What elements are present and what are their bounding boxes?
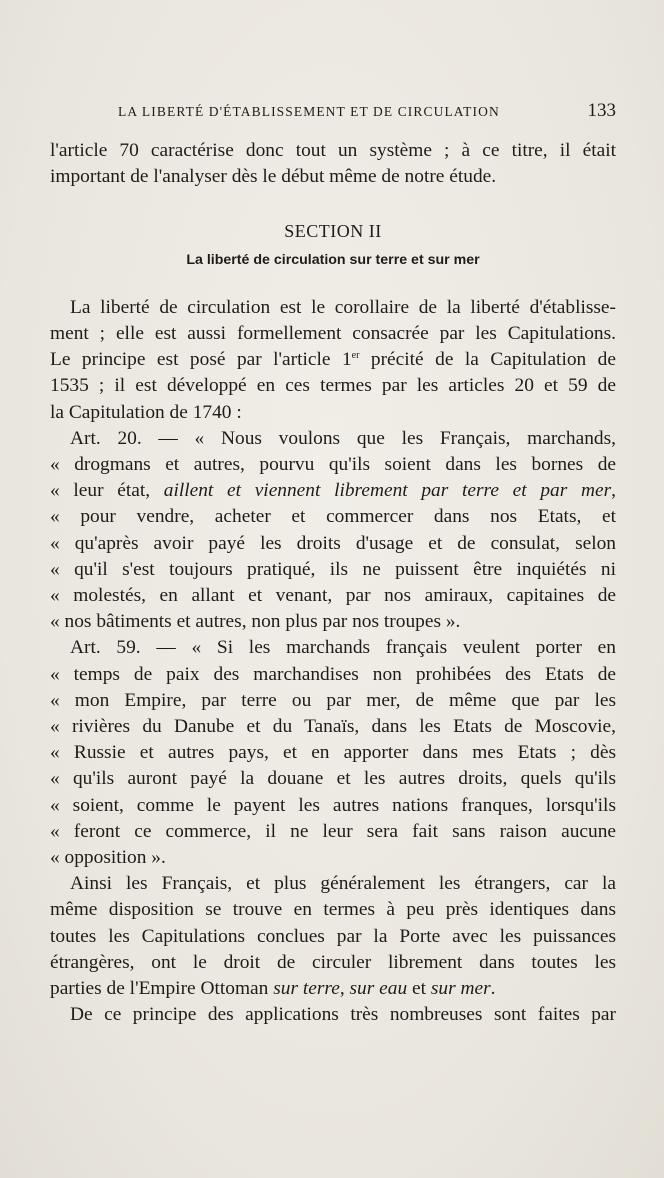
text-segment: .	[490, 978, 496, 1000]
text-line: « qu'après avoir payé les droits d'usage et de consulat, selon	[50, 532, 616, 554]
text-line: Ainsi les Français, et plus généralement les étrangers, car la	[70, 873, 616, 895]
quote-article-20	[50, 426, 616, 636]
text-line: « feront ce commerce, il ne leur sera fait sans raison aucune	[50, 820, 616, 842]
text-line: « mon Empire, par terre ou par mer, de même que par les	[50, 689, 616, 711]
italic-segment: aillent et viennent librement par terre et par mer	[163, 480, 612, 502]
text-line: « nos bâtiments et autres, non plus par nos troupes ».	[50, 611, 461, 633]
text-line: étrangères, ont le droit de circuler librement dans toutes les	[50, 951, 616, 973]
running-title: LA LIBERTÉ D'ÉTABLISSEMENT ET DE CIRCULATION	[118, 104, 500, 119]
text-line: 1535 ; il est développé en ces termes par les articles 20 et 59 de	[50, 375, 616, 397]
text-line: « soient, comme le payent les autres nations franques, lorsqu'ils	[50, 794, 616, 816]
superscript: er	[351, 350, 360, 362]
text-line: la Capitulation de 1740 :	[50, 401, 242, 423]
text-line: Art. 20. — « Nous voulons que les Français, marchands,	[70, 427, 616, 449]
text-line: « molestés, en allant et venant, par nos amiraux, capitaines de	[50, 585, 616, 607]
text-line	[50, 976, 616, 1002]
text-line: « drogmans et autres, pourvu qu'ils soient dans les bornes de	[50, 454, 616, 476]
page-header	[50, 100, 618, 124]
text-line: important de l'analyser dès le début même de notre étude.	[50, 166, 497, 188]
text-line: même disposition se trouve en termes à peu près identiques dans	[50, 899, 616, 921]
text-segment: et	[407, 978, 431, 1000]
text-line	[50, 478, 616, 504]
text-line: ment ; elle est aussi formellement consacrée par les Capitulations.	[50, 323, 616, 345]
text-line: « qu'ils auront payé la douane et les autres droits, quels qu'ils	[50, 768, 616, 790]
text-segment: ,	[339, 978, 350, 1000]
text-line: toutes les Capitulations conclues par la Porte avec les puissances	[50, 925, 616, 947]
text-line	[50, 347, 616, 373]
text-line: La liberté de circulation est le corollaire de la liberté d'établisse-	[70, 296, 616, 318]
text-line: « qu'il s'est toujours pratiqué, ils ne puissent être inquiétés ni	[50, 558, 616, 580]
italic-segment: sur terre	[273, 978, 340, 1000]
text-line: « pour vendre, acheter et commercer dans nos Etats, et	[50, 506, 616, 528]
text-line: « temps de paix des marchandises non prohibées des Etats de	[50, 663, 616, 685]
section-heading: SECTION II	[284, 221, 382, 242]
paragraph-continuation	[50, 1002, 616, 1028]
text-line: Art. 59. — « Si les marchands français veulent porter en	[70, 637, 616, 659]
text-segment: ,	[611, 480, 616, 502]
text-segment: « leur état,	[50, 480, 164, 502]
italic-segment: sur mer	[430, 978, 491, 1000]
text-line: « rivières du Danube et du Tanaïs, dans les Etats de Moscovie,	[50, 716, 616, 738]
page-number: 133	[587, 100, 616, 121]
text-line: De ce principe des applications très nombreuses sont faites par	[70, 1004, 616, 1026]
paragraph-principle	[50, 295, 616, 426]
section-subtitle: La liberté de circulation sur terre et sur mer	[186, 251, 480, 268]
text-line: « opposition ».	[50, 847, 166, 869]
text-segment: Le principe est posé par l'article 1	[50, 349, 352, 371]
italic-segment: sur eau	[349, 978, 408, 1000]
text-line: l'article 70 caractérise donc tout un système ; à ce titre, il était	[50, 140, 616, 161]
intro-paragraph	[50, 138, 616, 190]
text-line: « Russie et autres pays, et en apporter dans mes Etats ; dès	[50, 742, 616, 764]
text-segment: parties de l'Empire Ottoman	[50, 978, 274, 1000]
quote-article-59	[50, 635, 616, 871]
text-segment: précité de la Capitulation de	[359, 349, 616, 371]
page-body	[50, 138, 616, 1029]
paragraph-conclusion	[50, 871, 616, 1002]
